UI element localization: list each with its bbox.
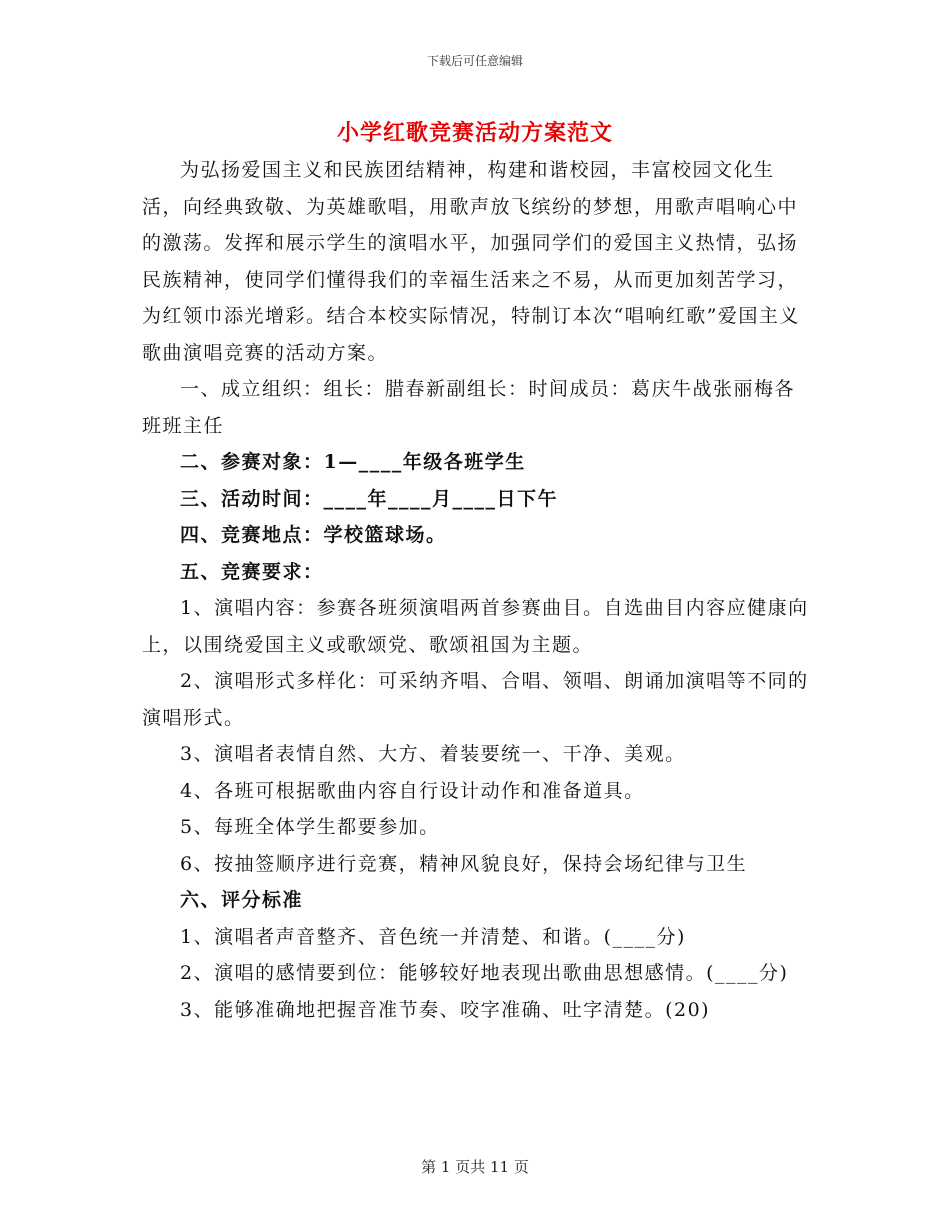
- scoring-item: 3、能够准确地把握音准节奏、咬字准确、吐字清楚。(20): [180, 998, 711, 1021]
- participants-heading: 二、参赛对象：1—____年级各班学生: [180, 451, 526, 473]
- document-body: [142, 152, 812, 1028]
- requirement-item: 5、每班全体学生都要参加。: [180, 816, 440, 838]
- organization-paragraph: 一、成立组织：组长：腊春新副组长：时间成员：葛庆牛战张丽梅各班班主任: [142, 378, 796, 437]
- scoring-heading: 六、评分标准: [180, 889, 304, 911]
- header-note: 下载后可任意编辑: [426, 54, 523, 68]
- page-footer: 第 1 页共 11 页: [421, 1158, 529, 1176]
- requirement-item: 1、演唱内容：参赛各班须演唱两首参赛曲目。自选曲目内容应健康向上，以围绕爱国主义或歌颂党、歌颂祖国为主题。: [142, 597, 809, 656]
- document-title: 小学红歌竞赛活动方案范文: [336, 120, 613, 146]
- scoring-item: 2、演唱的感情要到位：能够较好地表现出歌曲思想感情。(____分): [180, 962, 789, 984]
- requirement-item: 6、按抽签顺序进行竞赛，精神风貌良好，保持会场纪律与卫生: [180, 852, 748, 875]
- scoring-item: 1、演唱者声音整齐、音色统一并清楚、和谐。(____分): [180, 925, 686, 948]
- activity-time-heading: 三、活动时间：____年____月____日下午: [180, 487, 559, 510]
- requirement-item: 4、各班可根据歌曲内容自行设计动作和准备道具。: [180, 779, 645, 802]
- intro-paragraph: 为弘扬爱国主义和民族团结精神，构建和谐校园，丰富校园文化生活，向经典致敬、为英雄歌唱，用歌声放飞缤纷的梦想，用歌声唱响心中的激荡。发挥和展示学生的演唱水平，加强同学们的爱国主义热情，弘扬民族精神，使同学们懂得我们的幸福生活来之不易，从而更加刻苦学习，为红领巾添光增彩。结合本校实际情况，特制订本次“唱响红歌”爱国主义歌曲演唱竞赛的活动方案。: [142, 159, 800, 364]
- venue-heading: 四、竞赛地点：学校篮球场。: [180, 524, 447, 546]
- requirements-heading: 五、竞赛要求：: [180, 560, 324, 583]
- requirement-item: 3、演唱者表情自然、大方、着装要统一、干净、美观。: [180, 743, 686, 765]
- requirement-item: 2、演唱形式多样化：可采纳齐唱、合唱、领唱、朗诵加演唱等不同的演唱形式。: [142, 670, 809, 729]
